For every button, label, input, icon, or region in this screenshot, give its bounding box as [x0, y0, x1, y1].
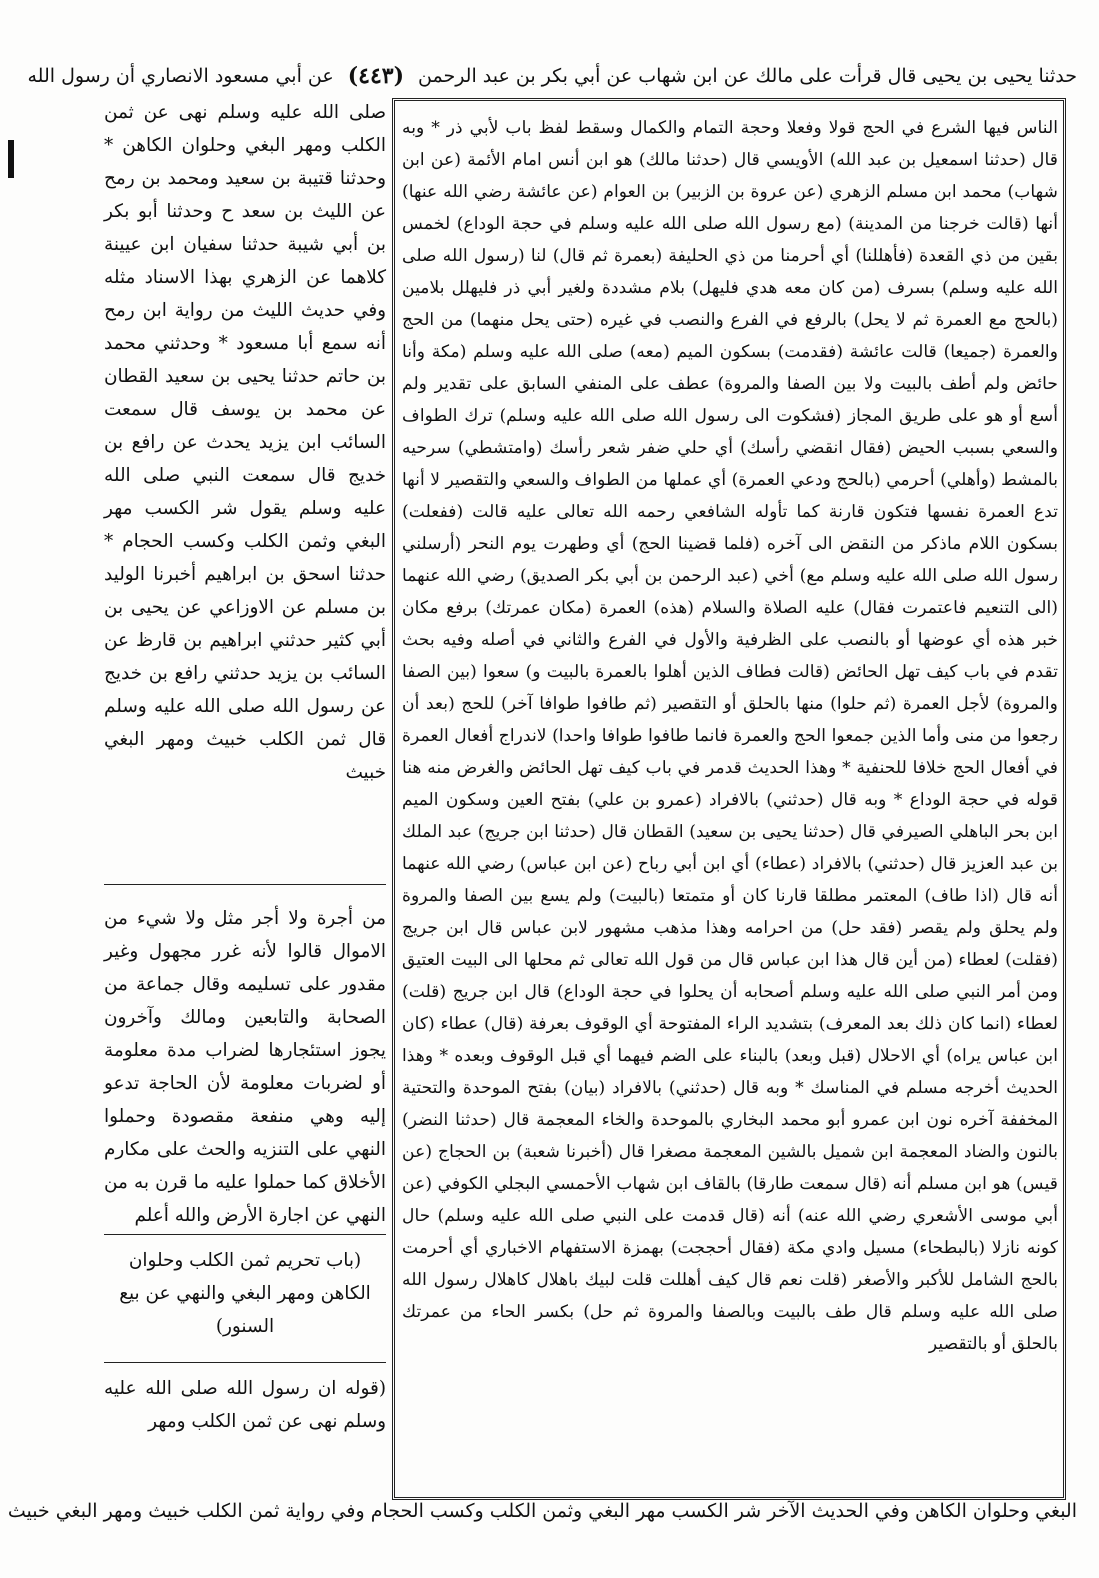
column-divider-top [104, 884, 386, 885]
nawawi-commentary-column: من أجرة ولا أجر مثل ولا شيء من الاموال قالوا لأنه غرر مجهول وغير مقدور على تسليمه وقال جماعة من الصحابة والتابعين ومالك وآخرون يجوز استئجارها لضراب مدة معلومة أو لضربات معلومة لأن الحاجة تدعو إليه وهي منفعة مقصودة وحملوا النهي على التنزيه والحث على مكارم الأخلاق كما حملوا عليه ما قرن به من النهي عن اجارة الأرض والله أعلم [104, 908, 386, 1226]
hadith-text-column: صلى الله عليه وسلم نهى عن ثمن الكلب ومهر البغي وحلوان الكاهن * وحدثنا قتيبة بن سعيد ومحمد بن رمح عن الليث بن سعد ح وحدثنا أبو بكر بن أبي شيبة حدثنا سفيان ابن عيينة كلاهما عن الزهري بهذا الاسناد مثله وفي حديث الليث من رواية ابن رمح أنه سمع أبا مسعود * وحدثني محمد بن حاتم حدثنا يحيى بن سعيد القطان عن محمد بن يوسف قال سمعت السائب ابن يزيد يحدث عن رافع بن خديج قال سمعت النبي صلى الله عليه وسلم يقول شر الكسب مهر البغي وثمن الكلب وكسب الحجام * حدثنا اسحق بن ابراهيم أخبرنا الوليد بن مسلم عن الاوزاعي عن يحيى بن أبي كثير حدثني ابراهيم بن قارظ عن السائب بن يزيد حدثني رافع بن خديج عن رسول الله صلى الله عليه وسلم قال ثمن الكلب خبيث ومهر البغي خبيث [104, 102, 386, 783]
column-divider-bottom [104, 1362, 386, 1363]
chapter-heading: (باب تحريم ثمن الكلب وحلوان الكاهن ومهر البغي والنهي عن بيع السنور) [119, 1250, 371, 1337]
page-footer-commentary: البغي وحلوان الكاهن وفي الحديث الآخر شر الكسب مهر البغي وثمن الكلب وكسب الحجام وفي رواية ثمن الكلب خبيث ومهر البغي خبيث [7, 1500, 1077, 1522]
header-hadith-start: حدثنا يحيى بن يحيى قال قرأت على مالك عن ابن شهاب عن أبي بكر بن عبد الرحمن [418, 65, 1077, 87]
commentary-note: (قوله ان رسول الله صلى الله عليه وسلم نهى عن ثمن الكلب ومهر [104, 1378, 386, 1432]
main-commentary-text: الناس فيها الشرع في الحج قولا وفعلا وحجة التمام والكمال وسقط لفظ باب لأبي ذر * وبه قال (حدثنا اسمعيل بن عبد الله) الأويسي قال (حدثنا مالك) هو ابن أنس امام الأئمة (عن ابن شهاب) محمد ابن مسلم الزهري (عن عروة بن الزبير) بن العوام (عن عائشة رضي الله عنها) أنها (قالت خرجنا من المدينة) (مع رسول الله صلى الله عليه وسلم في حجة الوداع) لخمس بقين من ذي القعدة (فأهللنا) أي أحرمنا من ذي الحليفة (بعمرة ثم قال) لنا (رسول الله صلى الله عليه وسلم) بسرف (من كان معه هدي فليهل) بلام مشددة ولغير أبي ذر فليهلل بلامين (بالحج مع العمرة ثم لا يحل) بالرفع في الفرع والنصب في غيره (حتى يحل منهما) من الحج والعمرة (جميعا) قالت عائشة (فقدمت) بسكون الميم (معه) صلى الله عليه وسلم (مكة وأنا حائض ولم أطف بالبيت ولا بين الصفا والمروة) عطف على المنفي السابق على تقدير ولم أسع أو هو على طريق المجاز (فشكوت الى رسول الله صلى الله عليه وسلم) ترك الطواف والسعي بسبب الحيض (فقال انقضي رأسك) أي حلي ضفر شعر رأسك (وامتشطي) سرحيه بالمشط (وأهلي) أحرمي (بالحج ودعي العمرة) أي عملها من الطواف والسعي والتقصير لا أنها تدع العمرة نفسها فتكون قارنة كما تأوله الشافعي رحمه الله تعالى عليه قالت (ففعلت) بسكون اللام ماذكر من النقض الى آخره (فلما قضينا الحج) أي وطهرت يوم النحر (أرسلني رسول الله صلى الله عليه وسلم مع) أخي (عبد الرحمن بن أبي بكر الصديق) رضي الله عنهما (الى التنعيم فاعتمرت فقال) عليه الصلاة والسلام (هذه) العمرة (مكان عمرتك) برفع مكان خبر هذه أي عوضها أو بالنصب على الظرفية والأول في الفرع والثاني في أصله وفيه بحث تقدم في باب كيف تهل الحائض (قالت فطاف الذين أهلوا بالعمرة بالبيت و) سعوا (بين الصفا والمروة) لأجل العمرة (ثم حلوا) منها بالحلق أو التقصير (ثم طافوا طوافا آخر) للحج (بعد أن رجعوا من منى وأما الذين جمعوا الحج والعمرة فانما طافوا طوافا واحدا) لاندراج أفعال العمرة في أفعال الحج خلافا للحنفية * وهذا الحديث قدمر في باب كيف تهل الحائض والغرض منه هنا قوله في حجة الوداع * وبه قال (حدثني) بالافراد (عمرو بن علي) بفتح العين وسكون الميم ابن بحر الباهلي الصيرفي قال (حدثنا يحيى بن سعيد) القطان قال (حدثنا ابن جريج) عبد الملك بن عبد العزيز قال (حدثني) بالافراد (عطاء) أي ابن أبي رباح (عن ابن عباس) رضي الله عنهما أنه قال (اذا طاف) المعتمر مطلقا قارنا كان أو متمتعا (بالبيت) ولم يسع بين الصفا والمروة ولم يحلق ولم يقصر (فقد حل) من احرامه وهذا مذهب مشهور لابن عباس قال ابن جريج (فقلت) لعطاء (من أين قال هذا ابن عباس قال من قول الله تعالى ثم محلها الى البيت العتيق ومن أمر النبي صلى الله عليه وسلم أصحابه أن يحلوا في حجة الوداع) قال ابن جريج (قلت) لعطاء (انما كان ذلك بعد المعرف) بتشديد الراء المفتوحة أي الوقوف بعرفة (قال) عطاء (كان ابن عباس يراه) أي الاحلال (قبل وبعد) بالبناء على الضم فيهما أي قبل الوقوف وبعده * وهذا الحديث أخرجه مسلم في المناسك * وبه قال (حدثني) بالافراد (بيان) بفتح الموحدة والتحتية المخففة آخره نون ابن عمرو أبو محمد البخاري بالموحدة والخاء المعجمة قال (حدثنا النضر) بالنون والضاد المعجمة ابن شميل بالشين المعجمة مصغرا قال (أخبرنا شعبة) بن الحجاج (عن قيس) هو ابن مسلم أنه (قال سمعت طارقا) بالقاف ابن شهاب الأحمسي البجلي الكوفي (عن أبي موسى الأشعري رضي الله عنه) أنه (قال قدمت على النبي صلى الله عليه وسلم) حال كونه نازلا (بالبطحاء) مسيل وادي مكة (فقال أحججت) بهمزة الاستفهام الاخباري أي أحرمت بالحج الشامل للأكبر والأصغر (قلت نعم قال كيف أهللت قلت لبيك باهلال كاهلال رسول الله صلى الله عليه وسلم قال طف بالبيت وبالصفا والمروة ثم حل) بكسر الحاء من عمرتك بالحلق أو بالتقصير [402, 118, 1058, 1354]
margin-mark [8, 140, 14, 178]
page-header [27, 58, 1077, 94]
header-hadith-continued: عن أبي مسعود الانصاري أن رسول الله [27, 65, 334, 87]
page-number: (٤٤٣) [347, 63, 404, 89]
column-divider-middle [104, 1234, 386, 1235]
